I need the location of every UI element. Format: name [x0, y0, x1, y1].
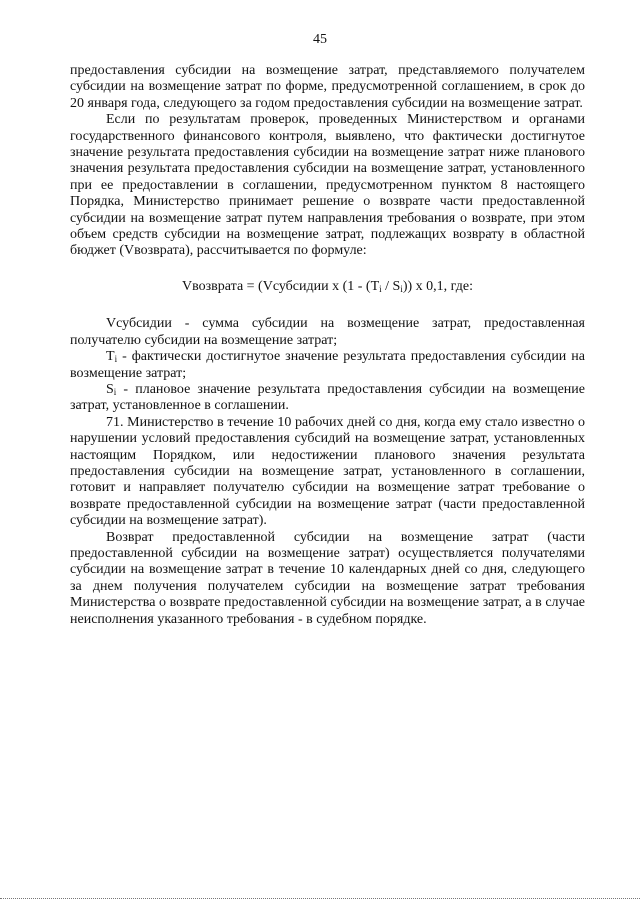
refund-formula [70, 279, 585, 295]
definition-t [70, 349, 585, 382]
definition-t-text: - фактически достигнутое значение результата предоставления субсидии на возмещение затрат; [70, 349, 585, 381]
definition-t-subscript: i [114, 354, 118, 365]
document-body [70, 63, 585, 628]
formula-subscript-2: i [400, 283, 403, 294]
paragraph-71: 71. Министерство в течение 10 рабочих дней со дня, когда ему стало известно о нарушении условий предоставления субсидий на возмещение затрат, установленных настоящим Порядком, или недостижении планового значения результата предоставления субсидии на возмещение затрат, установленного в соглашении, готовит и направляет получателю субсидии на возмещение затрат требование о возврате предоставленной субсидии на возмещение затрат (части предоставленной субсидии на возмещение затрат). [70, 414, 585, 529]
formula-part-2: / S [381, 278, 401, 294]
definition-s-text: - плановое значение результата предоставления субсидии на возмещение затрат, установленное в соглашении. [70, 381, 585, 414]
bottom-edge-line [0, 898, 640, 899]
page-number: 45 [313, 32, 327, 47]
paragraph-continuation: предоставления субсидии на возмещение затрат, представляемого получателем субсидии на возмещение затрат по форме, предусмотренной соглашением, в срок до 20 января года, следующего за годом предоставления субсидии на возмещение затрат. [70, 63, 585, 111]
paragraph-return: Возврат предоставленной субсидии на возмещение затрат (части предоставленной субсидии на возмещение затрат) осуществляется получателями субсидии на возмещение затрат в течение 10 календарных дней со дня, следующего за днем получения получателем субсидии на возмещение затрат требования Министерства о возврате предоставленной субсидии на возмещение затрат, а в случае неисполнения указанного требования - в судебном порядке. [70, 529, 585, 627]
formula-part-3: )) х 0,1, где: [402, 278, 473, 294]
definition-s-symbol: S [106, 381, 114, 397]
formula-part-1: Vвозврата = (Vсубсидии х (1 - (T [182, 278, 380, 294]
definition-t-symbol: T [106, 349, 115, 365]
paragraph-verification: Если по результатам проверок, проведенных Министерством и органами государственного финансового контроля, выявлено, что фактически достигнутое значение результата предоставления субсидии на возмещение затрат ниже планового значения результата предоставления субсидии на возмещение затрат, установленного при ее предоставлении в соглашении, предусмотренном пунктом 8 настоящего Порядка, Министерство принимает решение о возврате части предоставленной субсидии на возмещение затрат путем направления требования о возврате, при этом объем средств субсидии на возмещение затрат, подлежащих возврату в областной бюджет (Vвозврата), рассчитывается по формуле: [70, 112, 585, 259]
definition-s [70, 382, 585, 415]
formula-subscript-1: i [379, 283, 382, 294]
definition-s-subscript: i [113, 386, 117, 397]
definition-vsubsidy: Vсубсидии - сумма субсидии на возмещение затрат, предоставленная получателю субсидии на возмещение затрат; [70, 316, 585, 348]
